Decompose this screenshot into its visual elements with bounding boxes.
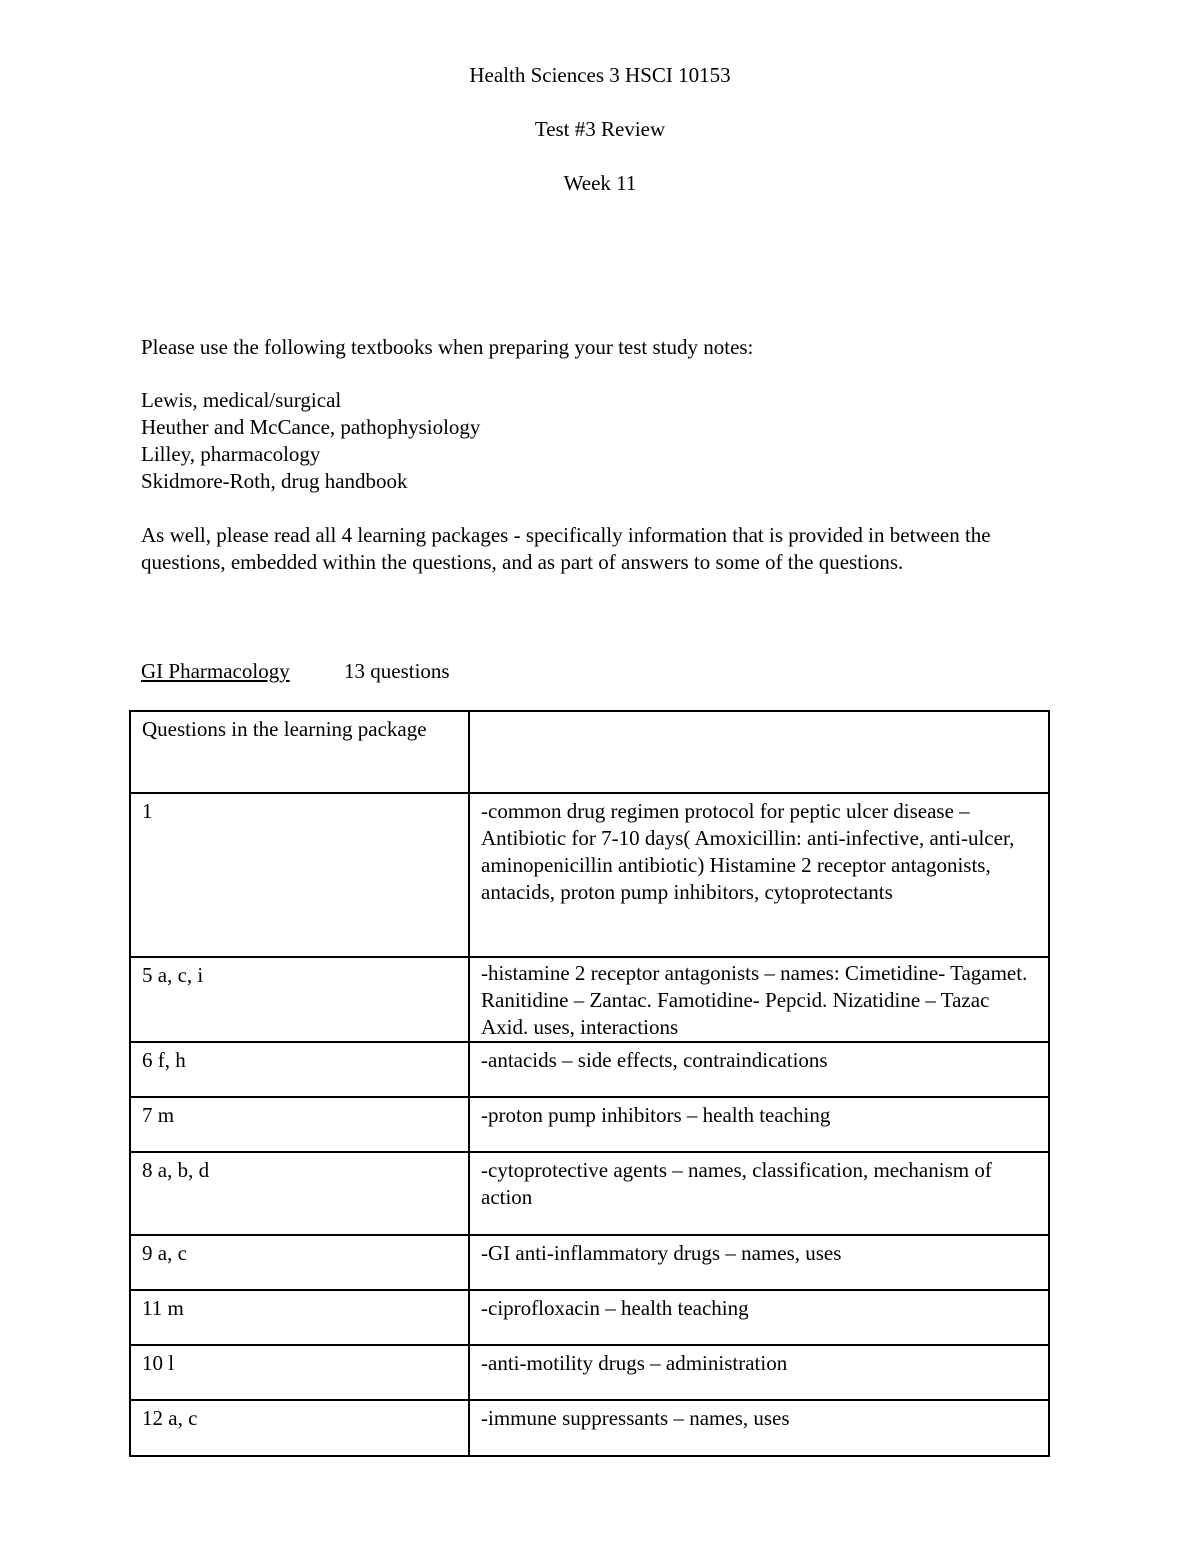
question-ref-cell: 6 f, h xyxy=(130,1042,469,1097)
section-title: GI Pharmacology xyxy=(141,659,290,683)
topic-cell: -ciprofloxacin – health teaching xyxy=(469,1290,1049,1345)
topic-cell: -cytoprotective agents – names, classification, mechanism of action xyxy=(469,1152,1049,1235)
topic-cell: -immune suppressants – names, uses xyxy=(469,1400,1049,1456)
topic-cell: -common drug regimen protocol for peptic ulcer disease – Antibiotic for 7-10 days( Amoxicillin: anti-infective, anti-ulcer, aminopenicillin antibiotic) Histamine 2 receptor antagonists, antacids, proton pump inhibitors, cytoprotectants xyxy=(469,793,1049,957)
learning-packages-note: As well, please read all 4 learning packages - specifically information that is provided in between the questions, embedded within the questions, and as part of answers to some of the questions. xyxy=(141,523,991,574)
topic-cell: -GI anti-inflammatory drugs – names, uses xyxy=(469,1235,1049,1290)
question-ref-cell: 10 l xyxy=(130,1345,469,1400)
table-row xyxy=(130,1042,1049,1097)
table-header-cell xyxy=(469,711,1049,793)
question-ref-cell: 7 m xyxy=(130,1097,469,1152)
table-row xyxy=(130,1345,1049,1400)
test-title: Test #3 Review xyxy=(534,117,666,141)
review-table xyxy=(129,710,1050,1457)
question-ref-cell: 11 m xyxy=(130,1290,469,1345)
course-title: Health Sciences 3 HSCI 10153 xyxy=(469,63,731,87)
topic-cell: -anti-motility drugs – administration xyxy=(469,1345,1049,1400)
table-header-row xyxy=(130,711,1049,793)
table-row xyxy=(130,1400,1049,1456)
topic-cell: -histamine 2 receptor antagonists – names: Cimetidine- Tagamet. Ranitidine – Zantac. Famotidine- Pepcid. Nizatidine – Tazac Axid. uses, interactions xyxy=(469,957,1049,1042)
question-ref-cell: 12 a, c xyxy=(130,1400,469,1456)
table-row xyxy=(130,1235,1049,1290)
topic-cell: -antacids – side effects, contraindications xyxy=(469,1042,1049,1097)
table-row xyxy=(130,1152,1049,1235)
table-header-cell: Questions in the learning package xyxy=(130,711,469,793)
topic-cell: -proton pump inhibitors – health teaching xyxy=(469,1097,1049,1152)
question-ref-cell: 8 a, b, d xyxy=(130,1152,469,1235)
textbook-item: Lewis, medical/surgical xyxy=(141,388,342,412)
question-ref-cell: 1 xyxy=(130,793,469,957)
table-row xyxy=(130,957,1049,1042)
table-row xyxy=(130,1097,1049,1152)
textbook-instruction: Please use the following textbooks when preparing your test study notes: xyxy=(141,335,754,359)
question-ref-cell: 5 a, c, i xyxy=(130,957,469,1042)
question-ref-cell: 9 a, c xyxy=(130,1235,469,1290)
table-row xyxy=(130,793,1049,957)
textbook-item: Heuther and McCance, pathophysiology xyxy=(141,415,481,439)
question-count: 13 questions xyxy=(344,659,450,683)
textbook-item: Skidmore-Roth, drug handbook xyxy=(141,469,408,493)
table-row xyxy=(130,1290,1049,1345)
week-label: Week 11 xyxy=(563,171,637,195)
textbook-item: Lilley, pharmacology xyxy=(141,442,321,466)
